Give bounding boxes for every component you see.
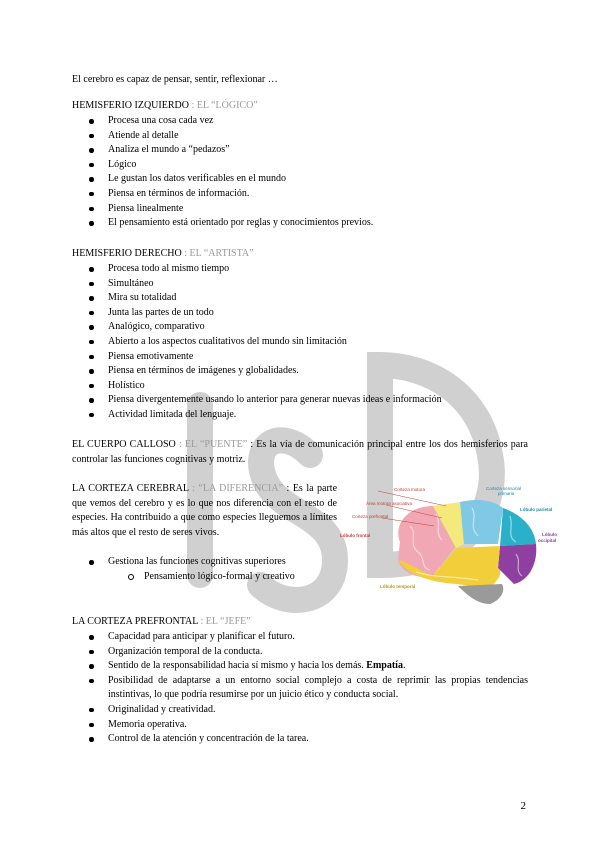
heading-title: LA CORTEZA CEREBRAL [72, 483, 189, 494]
list-item [72, 659, 528, 674]
label-corteza-sensorial-2: primaria [498, 491, 515, 496]
heading-subtitle: “LA DIFERENCIA” [198, 483, 284, 494]
list-item: Atiende al detalle [72, 129, 528, 144]
list-prefrontal [72, 630, 528, 747]
list-item: Le gustan los datos verificables en el mundo [72, 172, 528, 187]
heading-sep: : [181, 248, 190, 259]
brain-illustration [338, 484, 562, 612]
section-text: : Es la parte que vemos del cerebro y es lo que nos diferencia con el resto de especies. Ha contribuido a que como especies lleguemos a límites más altos que el resto de seres vivos. [72, 483, 338, 538]
label-area-asociativa: Área motora asociativa [366, 501, 413, 506]
list-item: Abierto a los aspectos cualitativos del mundo sin limitación [72, 335, 528, 350]
list-derecho [72, 262, 528, 423]
label-corteza-motora: Corteza motora [394, 487, 426, 492]
list-item: Actividad limitada del lenguaje. [72, 408, 528, 423]
page-number: 2 [520, 800, 526, 812]
heading-subtitle: EL “PUENTE” [184, 439, 248, 450]
list-item: Procesa todo al mismo tiempo [72, 262, 528, 277]
list-item: Piensa linealmente [72, 202, 528, 217]
list-item: Gestiona las funciones cognitivas superiores [72, 555, 528, 570]
item-end: . [402, 660, 406, 672]
list-subitem: Pensamiento lógico-formal y creativo [72, 570, 528, 585]
section-heading-derecho [72, 247, 528, 262]
section-text: : Es la vía de comunicación principal entre los dos hemisferios para controlar las funciones cognitivas y motriz. [72, 439, 528, 465]
list-item: El pensamiento está orientado por reglas y conocimientos previos. [72, 216, 528, 231]
section-heading-prefrontal [72, 615, 528, 630]
label-lobulo-frontal: Lóbulo frontal [340, 533, 371, 538]
section-heading-izquierdo [72, 99, 528, 114]
list-item: Mira su totalidad [72, 291, 528, 306]
heading-title: HEMISFERIO IZQUIERDO [72, 100, 189, 111]
label-corteza-sensorial: Corteza sensorial [486, 486, 522, 491]
list-item: Piensa emotivamente [72, 350, 528, 365]
heading-subtitle: EL “JEFE” [205, 616, 251, 627]
label-lobulo-temporal: Lóbulo temporal [380, 584, 416, 589]
heading-title: HEMISFERIO DERECHO [72, 248, 182, 259]
heading-sep: : [198, 616, 206, 627]
item-text: Sentido de la responsabilidad hacia sí mismo y hacia los demás. [108, 660, 367, 672]
list-item: Organización temporal de la conducta. [72, 645, 528, 660]
item-bold: Empatía [366, 660, 403, 672]
list-item: Capacidad para anticipar y planificar el futuro. [72, 630, 528, 645]
section-cuerpo-calloso [72, 438, 528, 467]
label-lobulo-parietal: Lóbulo parietal [520, 507, 553, 512]
list-item: Memoria operativa. [72, 718, 528, 733]
list-item: Piensa en términos de imágenes y globalidades. [72, 364, 528, 379]
list-item: Piensa divergentemente usando lo anterior para generar nuevas ideas e información [72, 393, 528, 408]
list-item: Control de la atención y concentración de la tarea. [72, 732, 528, 747]
list-item: Junta las partes de un todo [72, 306, 528, 321]
list-item: Piensa en términos de información. [72, 187, 528, 202]
list-item: Lógico [72, 158, 528, 173]
section-corteza-cerebral [72, 482, 337, 540]
heading-subtitle: EL “ARTISTA” [189, 248, 254, 259]
list-item: Originalidad y creatividad. [72, 703, 528, 718]
heading-sep: : [188, 483, 199, 494]
label-lobulo-occipital: Lóbulo [542, 532, 557, 537]
heading-sep: : [175, 439, 185, 450]
label-corteza-prefrontal: Corteza prefrontal [352, 514, 389, 519]
list-item: Analógico, comparativo [72, 320, 528, 335]
heading-title: EL CUERPO CALLOSO [72, 439, 176, 450]
heading-sep: : [188, 100, 197, 111]
list-item: Procesa una cosa cada vez [72, 114, 528, 129]
list-izquierdo [72, 114, 528, 231]
list-item: Holístico [72, 379, 528, 394]
label-lobulo-occipital-2: occipital [538, 538, 557, 543]
intro-text: El cerebro es capaz de pensar, sentir, reflexionar … [72, 74, 278, 85]
list-item: Simultáneo [72, 277, 528, 292]
list-item: Analiza el mundo a “pedazos” [72, 143, 528, 158]
heading-title: LA CORTEZA PREFRONTAL [72, 616, 199, 627]
heading-subtitle: EL “LÓGICO” [196, 100, 258, 111]
list-item: Posibilidad de adaptarse a un entorno social complejo a costa de reprimir las propias tendencias instintivas, lo que podría resumirse por un juicio ético y conducta social. [72, 674, 528, 703]
